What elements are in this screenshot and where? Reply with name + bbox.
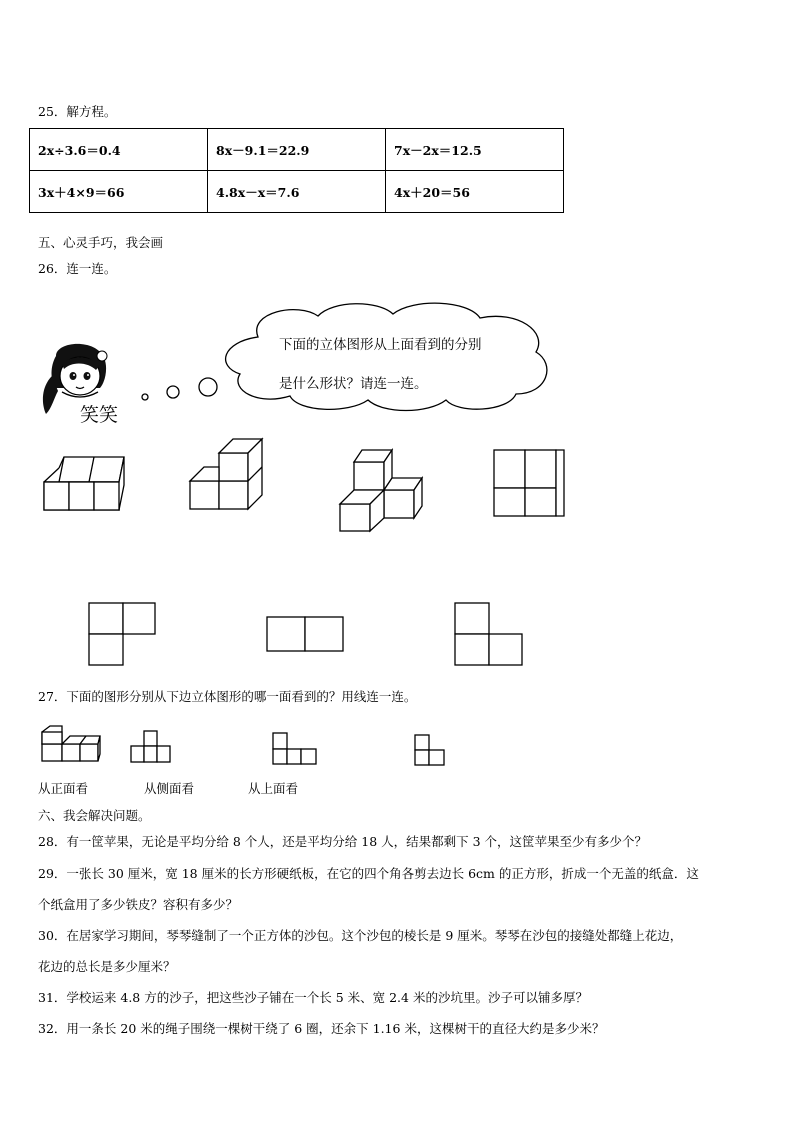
q27-label-top: 从上面看: [248, 781, 299, 796]
equation-table: [29, 128, 564, 213]
cube-figure-3: [338, 448, 428, 533]
cube-figure-1: [40, 450, 125, 515]
q27-solid-figure: [38, 722, 103, 767]
section6-title: 六、我会解决问题。: [38, 808, 151, 823]
top-view-shape-2: [264, 614, 349, 656]
top-view-shape-1: [86, 600, 161, 670]
question-30-line1: 30．在居家学习期间，琴琴缝制了一个正方体的沙包。这个沙包的棱长是 9 厘米。琴琴在沙包的接缝处都缝上花边，: [38, 928, 683, 943]
q25-title: 25．解方程。: [38, 104, 117, 119]
cube-figure-2: [186, 436, 266, 511]
question-32: 32．用一条长 20 米的绳子围绕一棵树干绕了 6 圈，还余下 1.16 米，这棵树干的直径大约是多少米？: [38, 1021, 605, 1036]
thought-dots: [140, 376, 220, 406]
question-29-line1: 29．一张长 30 厘米，宽 18 厘米的长方形硬纸板，在它的四个角各剪去边长 6cm 的正方形，折成一个无盖的纸盒．这: [38, 866, 699, 881]
bubble-line-1: 下面的立体图形从上面看到的分别: [279, 337, 482, 353]
equation-cell: 3x＋4×9＝66: [30, 171, 208, 213]
equation-cell: 4x＋20＝56: [386, 171, 564, 213]
q27-view-1: [128, 728, 173, 768]
question-28: 28．有一筐苹果，无论是平均分给 8 个人，还是平均分给 18 人，结果都剩下 3 个，这筐苹果至少有多少个？: [38, 834, 648, 849]
girl-label: 笑笑: [80, 404, 119, 426]
q27-label-side: 从侧面看: [144, 781, 195, 796]
table-row: [30, 129, 564, 171]
q26-title: 26．连一连。: [38, 261, 117, 276]
equation-cell: 2x÷3.6＝0.4: [30, 129, 208, 171]
q27-label-front: 从正面看: [38, 781, 89, 796]
equation-cell: 4.8x－x＝7.6: [208, 171, 386, 213]
equation-cell: 7x－2x＝12.5: [386, 129, 564, 171]
cloud-bubble: [218, 302, 558, 412]
top-view-shape-3: [452, 600, 527, 670]
q27-view-2: [270, 730, 322, 768]
cube-figure-4: [490, 446, 570, 521]
bubble-line-2: 是什么形状？请连一连。: [279, 376, 428, 392]
section5-title: 五、心灵手巧，我会画: [38, 235, 164, 250]
question-31: 31．学校运来 4.8 方的沙子，把这些沙子铺在一个长 5 米、宽 2.4 米的沙坑里。沙子可以铺多厚？: [38, 990, 588, 1005]
q27-view-3: [412, 732, 452, 770]
q27-title: 27．下面的图形分别从下边立体图形的哪一面看到的？用线连一连。: [38, 689, 417, 704]
equation-cell: 8x－9.1＝22.9: [208, 129, 386, 171]
question-30-line2: 花边的总长是多少厘米？: [38, 959, 176, 974]
question-29-line2: 个纸盒用了多少铁皮？容积有多少？: [38, 897, 239, 912]
table-row: [30, 171, 564, 213]
